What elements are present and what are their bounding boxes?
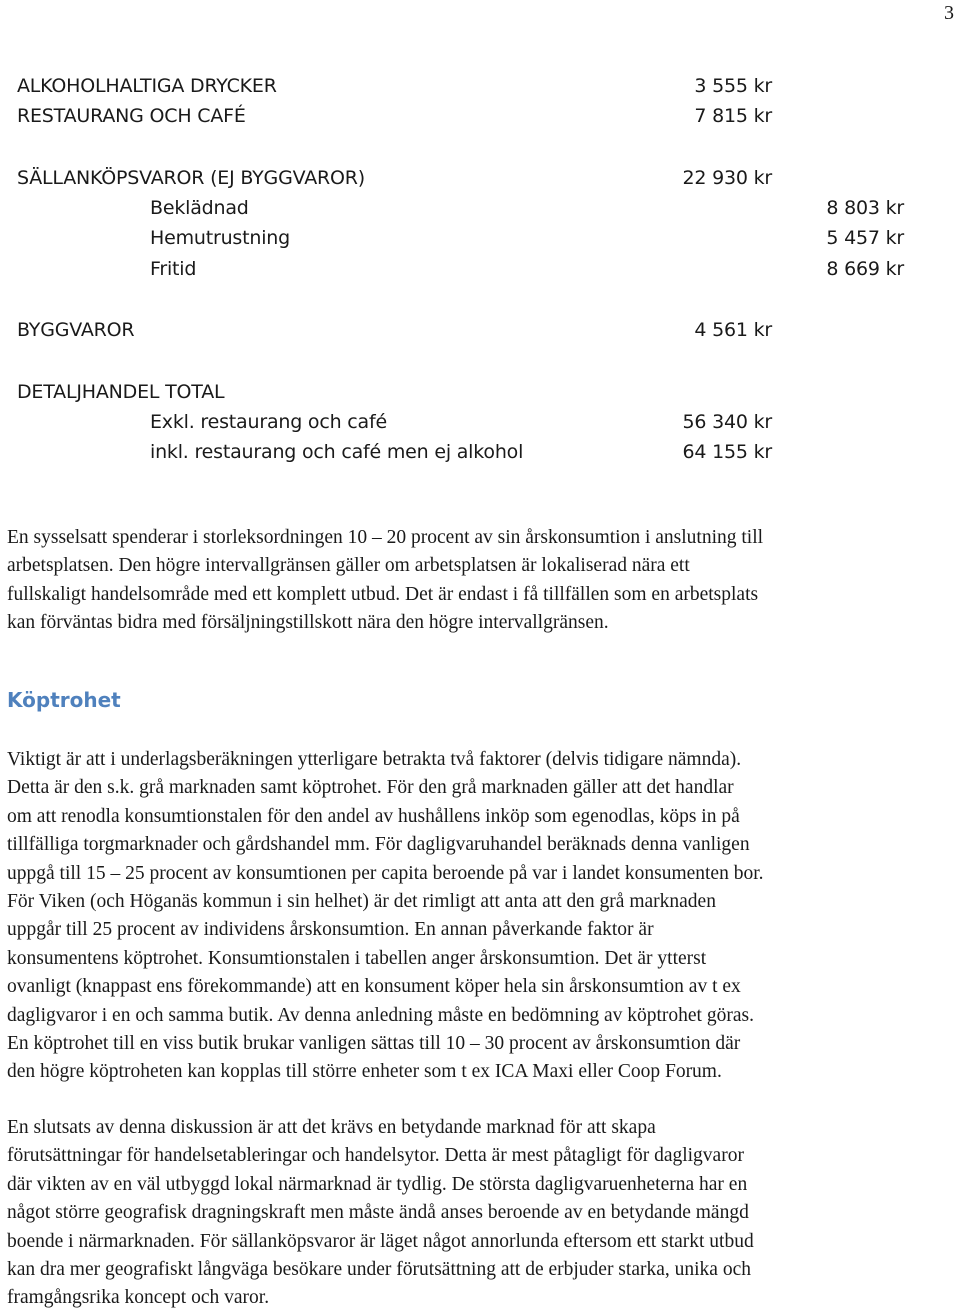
paragraph-line: arbetsplatsen. Den högre intervallgränsen gäller om arbetsplatsen är lokaliserad nära ett <box>7 555 690 577</box>
table-row-retail-total <box>0 377 960 407</box>
table-row-restaurant <box>0 101 960 131</box>
page-number: 3 <box>944 2 954 24</box>
paragraph-line: Detta är den s.k. grå marknaden samt köptrohet. För den grå marknaden gäller att det handlar <box>7 777 734 799</box>
paragraph-line: dagligvaror i en och samma butik. Av denna anledning måste en bedömning av köptrohet göras. <box>7 1004 754 1026</box>
row-label: ALKOHOLHALTIGA DRYCKER <box>17 75 277 97</box>
table-row-clothing <box>0 193 960 223</box>
table-row-building-materials <box>0 315 960 345</box>
row-subvalue: 5 457 kr <box>826 227 904 249</box>
row-value: 7 815 kr <box>694 105 772 127</box>
row-label: inkl. restaurang och café men ej alkohol <box>150 441 524 463</box>
table-row-home-furnishing <box>0 223 960 253</box>
paragraph-line: den högre köptroheten kan kopplas till större enheter som t ex ICA Maxi eller Coop Forum. <box>7 1061 722 1083</box>
paragraph-line: Viktigt är att i underlagsberäkningen ytterligare betrakta två faktorer (delvis tidigare nämnda). <box>7 749 742 770</box>
row-value: 4 561 kr <box>694 319 772 341</box>
row-label: DETALJHANDEL TOTAL <box>17 381 225 403</box>
table-row-excl-restaurant <box>0 407 960 437</box>
paragraph-line: förutsättningar för handelsetableringar och handelsytor. Detta är mest påtagligt för dagligvaror <box>7 1145 744 1167</box>
paragraph-line: För Viken (och Höganäs kommun i sin helhet) är det rimligt att anta att den grå marknaden <box>7 891 716 913</box>
section-heading: Köptrohet <box>7 688 121 712</box>
paragraph-line: uppgår till 25 procent av individens årskonsumtion. En annan påverkande faktor är <box>7 919 654 941</box>
paragraph-line: En sysselsatt spenderar i storleksordningen 10 – 20 procent av sin årskonsumtion i anslutning till <box>7 527 764 548</box>
paragraph-line: framgångsrika koncept och varor. <box>7 1287 270 1309</box>
row-label: Hemutrustning <box>150 227 291 249</box>
paragraph-conclusion <box>7 1114 959 1313</box>
row-label: BYGGVAROR <box>17 319 135 341</box>
row-value: 64 155 kr <box>682 441 772 463</box>
row-label: Beklädnad <box>150 197 249 219</box>
row-value: 3 555 kr <box>694 75 772 97</box>
paragraph-employee-spending <box>7 524 959 638</box>
paragraph-line: ovanligt (knappast ens förekommande) att en konsument köper hela sin årskonsumtion av t ex <box>7 976 741 998</box>
paragraph-line: En slutsats av denna diskussion är att det krävs en betydande marknad för att skapa <box>7 1117 656 1138</box>
paragraph-line: kan förväntas bidra med försäljningstillskott nära den högre intervallgränsen. <box>7 612 609 634</box>
paragraph-line: boende i närmarknaden. För sällanköpsvaror är läget något annorlunda eftersom ett starkt utbud <box>7 1230 754 1252</box>
paragraph-line: kan dra mer geografiskt långväga besökare under förutsättning att de erbjuder starka, unika och <box>7 1259 751 1281</box>
row-value: 22 930 kr <box>682 167 772 189</box>
paragraph-line: något större geografisk dragningskraft men måste ändå anses beroende av en betydande mängd <box>7 1202 749 1224</box>
table-row-durables <box>0 163 960 193</box>
paragraph-line: fullskaligt handelsområde med ett komplett utbud. Det är endast i få tillfällen som en arbetsplats <box>7 583 759 605</box>
row-label: Exkl. restaurang och café <box>150 411 387 433</box>
row-value: 56 340 kr <box>682 411 772 433</box>
paragraph-line: där vikten av en väl utbyggd lokal närmarknad är tydlig. De största dagligvaruenheterna har en <box>7 1173 748 1195</box>
paragraph-line: uppgå till 15 – 25 procent av konsumtionen per capita beroende på var i landet konsumenten bor. <box>7 862 764 884</box>
paragraph-loyalty <box>7 746 959 1087</box>
row-subvalue: 8 803 kr <box>826 197 904 219</box>
paragraph-line: om att renodla konsumtionstalen för den andel av hushållens inköp som egenodlas, köps in på <box>7 805 740 827</box>
paragraph-line: En köptrohet till en viss butik brukar vanligen sättas till 10 – 30 procent av årskonsumtion där <box>7 1033 741 1055</box>
table-row-leisure <box>0 254 960 284</box>
paragraph-line: konsumentens köptrohet. Konsumtionstalen i tabellen anger årskonsumtion. Det är ytterst <box>7 947 707 969</box>
table-row-alcohol <box>0 71 960 101</box>
row-label: Fritid <box>150 258 197 280</box>
table-row-incl-restaurant <box>0 437 960 467</box>
paragraph-line: tillfälliga torgmarknader och gårdshandel mm. För dagligvaruhandel beräknads denna vanligen <box>7 834 750 856</box>
row-subvalue: 8 669 kr <box>826 258 904 280</box>
row-label: SÄLLANKÖPSVAROR (EJ BYGGVAROR) <box>17 167 365 189</box>
row-label: RESTAURANG OCH CAFÉ <box>17 105 246 127</box>
